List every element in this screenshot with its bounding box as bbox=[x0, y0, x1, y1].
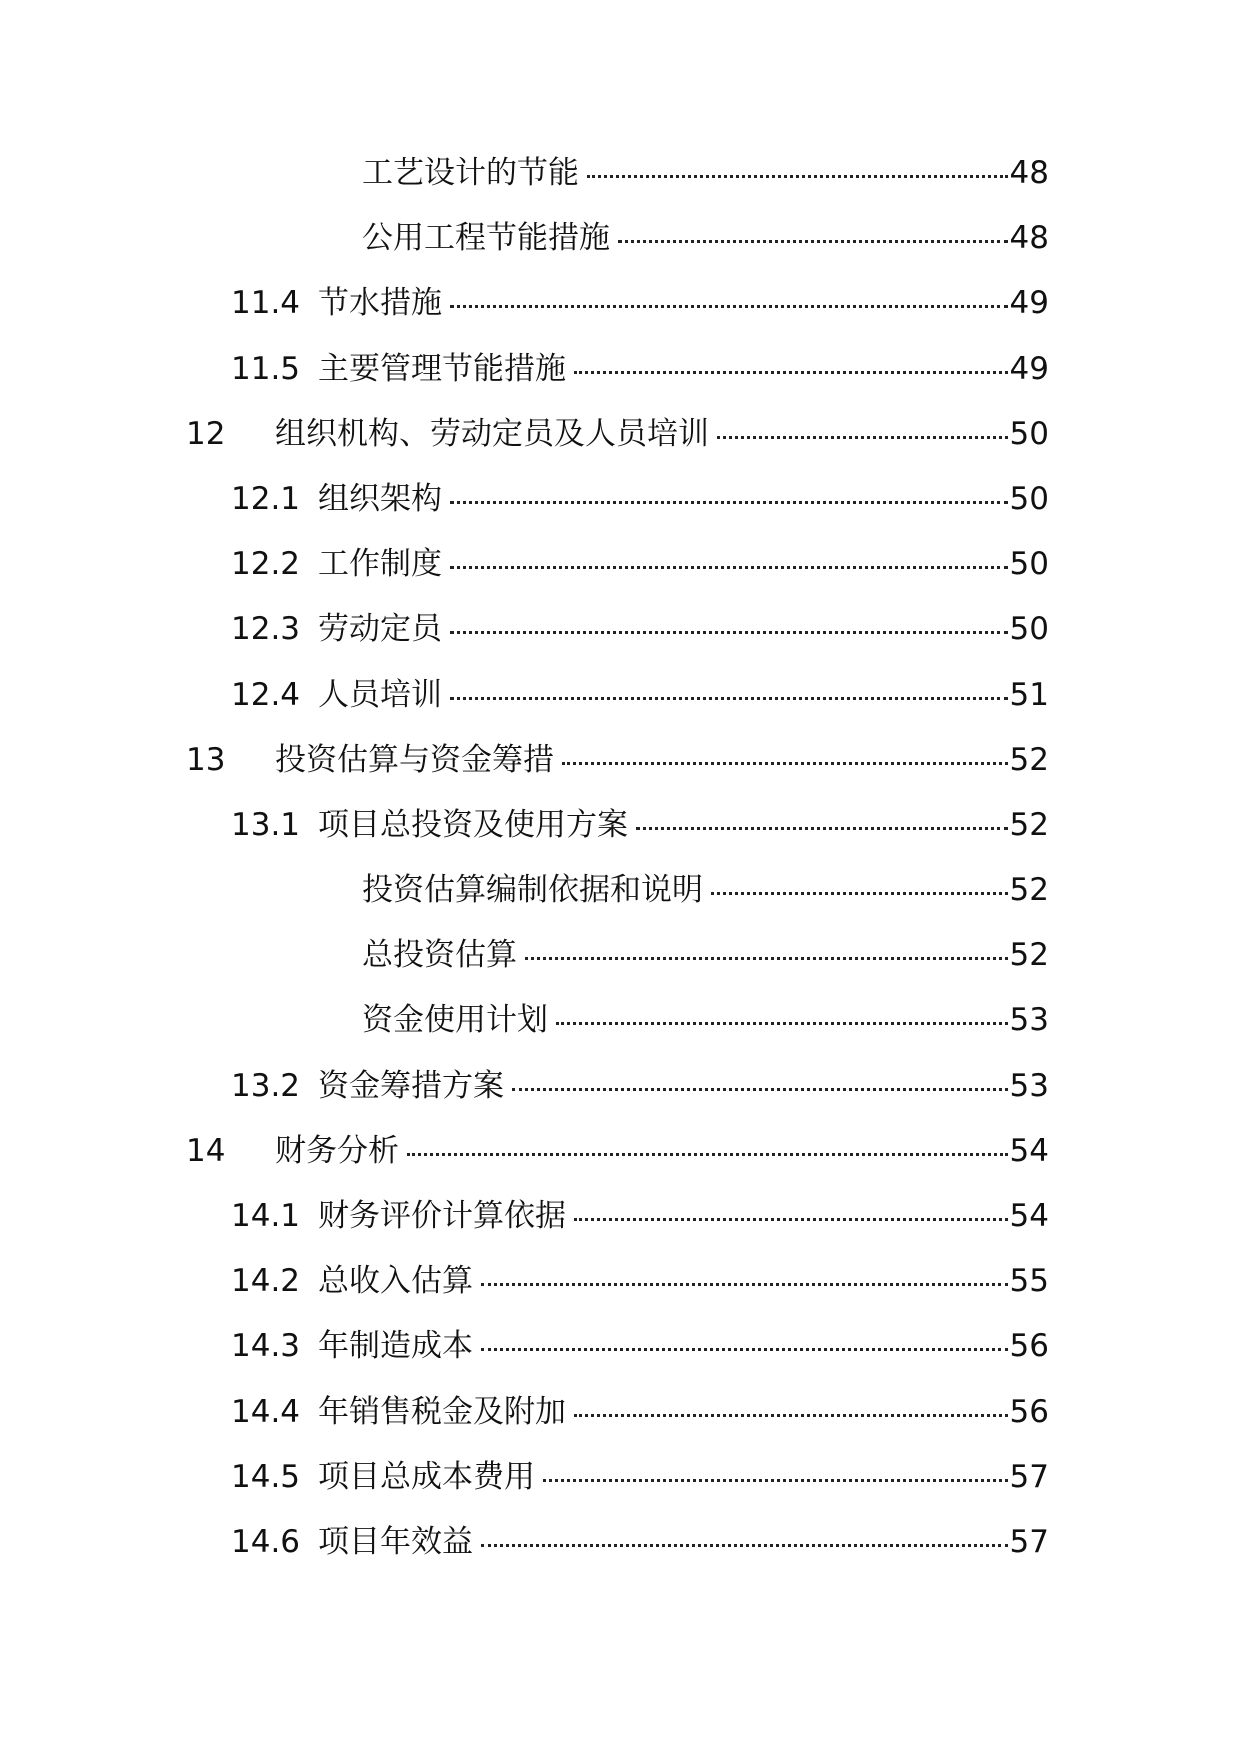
dot-leader bbox=[481, 1544, 1008, 1547]
toc-entry-number: 14.4 bbox=[231, 1393, 301, 1430]
toc-entry[interactable] bbox=[0, 479, 1241, 544]
toc-entry-title: 总投资估算 bbox=[362, 937, 517, 974]
toc-entry-title: 人员培训 bbox=[318, 676, 442, 713]
toc-entry-title: 工艺设计的节能 bbox=[362, 155, 579, 191]
toc-entry[interactable] bbox=[0, 740, 1241, 805]
dot-leader bbox=[574, 1218, 1008, 1221]
toc-entry-page-number: 53 bbox=[1009, 1002, 1049, 1039]
toc-entry-number: 13 bbox=[186, 741, 226, 778]
toc-entry-page-number: 50 bbox=[1009, 546, 1049, 583]
toc-entry-page-number: 53 bbox=[1009, 1067, 1049, 1104]
toc-entry-title: 总收入估算 bbox=[318, 1263, 473, 1300]
toc-entry-page-number: 49 bbox=[1009, 350, 1049, 387]
toc-entry-line bbox=[318, 349, 1049, 389]
table-of-contents bbox=[0, 153, 1241, 1587]
toc-entry[interactable] bbox=[0, 870, 1241, 935]
toc-entry[interactable] bbox=[0, 675, 1241, 740]
toc-entry[interactable] bbox=[0, 1261, 1241, 1326]
toc-entry-line bbox=[275, 1131, 1049, 1171]
dot-leader bbox=[481, 1348, 1008, 1351]
toc-entry-title: 组织架构 bbox=[318, 480, 442, 517]
toc-entry-page-number: 57 bbox=[1009, 1458, 1049, 1495]
toc-entry-line bbox=[362, 153, 1049, 193]
toc-entry-number: 11.4 bbox=[231, 285, 301, 322]
toc-entry-line bbox=[318, 805, 1049, 845]
toc-entry-page-number: 52 bbox=[1009, 937, 1049, 974]
toc-entry-line bbox=[318, 1522, 1049, 1562]
toc-entry-line bbox=[318, 1326, 1049, 1366]
toc-entry-number: 13.2 bbox=[231, 1067, 301, 1104]
toc-entry-page-number: 57 bbox=[1009, 1523, 1049, 1560]
toc-entry-number: 11.5 bbox=[231, 350, 301, 387]
toc-entry[interactable] bbox=[0, 805, 1241, 870]
toc-entry-number: 14.2 bbox=[231, 1263, 301, 1300]
dot-leader bbox=[717, 436, 1008, 439]
toc-entry-number: 12.3 bbox=[231, 611, 301, 648]
dot-leader bbox=[407, 1153, 1008, 1156]
toc-entry-number: 12.2 bbox=[231, 546, 301, 583]
toc-entry-page-number: 48 bbox=[1009, 155, 1049, 191]
dot-leader bbox=[556, 1022, 1008, 1025]
toc-entry-title: 项目年效益 bbox=[318, 1523, 473, 1560]
toc-entry-title: 资金筹措方案 bbox=[318, 1067, 504, 1104]
dot-leader bbox=[587, 175, 1008, 178]
toc-entry-line bbox=[362, 1000, 1049, 1040]
toc-entry-line bbox=[362, 870, 1049, 910]
toc-entry-number: 14.3 bbox=[231, 1328, 301, 1365]
toc-entry-number: 14.6 bbox=[231, 1523, 301, 1560]
toc-entry-line bbox=[318, 1196, 1049, 1236]
toc-entry-number: 14.1 bbox=[231, 1198, 301, 1234]
toc-entry-line bbox=[318, 544, 1049, 584]
dot-leader bbox=[574, 1414, 1008, 1417]
toc-entry-title: 节水措施 bbox=[318, 285, 442, 322]
toc-entry-title: 财务评价计算依据 bbox=[318, 1198, 566, 1234]
toc-entry-line bbox=[318, 1261, 1049, 1301]
dot-leader bbox=[450, 305, 1008, 308]
dot-leader bbox=[450, 631, 1008, 634]
toc-entry[interactable] bbox=[0, 1131, 1241, 1196]
dot-leader bbox=[450, 566, 1008, 569]
toc-entry[interactable] bbox=[0, 1196, 1241, 1261]
toc-entry[interactable] bbox=[0, 1000, 1241, 1065]
dot-leader bbox=[512, 1088, 1008, 1091]
toc-entry-page-number: 49 bbox=[1009, 285, 1049, 322]
toc-entry-line bbox=[318, 609, 1049, 649]
toc-entry[interactable] bbox=[0, 935, 1241, 1000]
toc-entry-page-number: 54 bbox=[1009, 1198, 1049, 1234]
toc-entry-title: 投资估算编制依据和说明 bbox=[362, 872, 703, 909]
toc-entry-page-number: 56 bbox=[1009, 1328, 1049, 1365]
toc-entry[interactable] bbox=[0, 153, 1241, 218]
dot-leader bbox=[543, 1479, 1008, 1482]
dot-leader bbox=[636, 827, 1008, 830]
toc-entry[interactable] bbox=[0, 1326, 1241, 1391]
toc-entry-number: 14 bbox=[186, 1132, 226, 1169]
toc-entry-line bbox=[362, 935, 1049, 975]
toc-entry[interactable] bbox=[0, 1522, 1241, 1587]
toc-entry-line bbox=[318, 675, 1049, 715]
toc-entry-title: 公用工程节能措施 bbox=[362, 220, 610, 257]
dot-leader bbox=[562, 762, 1008, 765]
toc-entry-line bbox=[318, 1066, 1049, 1106]
toc-entry-title: 工作制度 bbox=[318, 546, 442, 583]
toc-entry-title: 资金使用计划 bbox=[362, 1002, 548, 1039]
toc-entry-title: 项目总成本费用 bbox=[318, 1458, 535, 1495]
toc-entry-page-number: 50 bbox=[1009, 611, 1049, 648]
toc-entry-page-number: 55 bbox=[1009, 1263, 1049, 1300]
dot-leader bbox=[574, 371, 1008, 374]
dot-leader bbox=[711, 892, 1008, 895]
toc-entry[interactable] bbox=[0, 1066, 1241, 1131]
toc-entry-line bbox=[318, 1392, 1049, 1432]
toc-entry-page-number: 51 bbox=[1009, 676, 1049, 713]
toc-entry-number: 12.4 bbox=[231, 676, 301, 713]
toc-entry-title: 年销售税金及附加 bbox=[318, 1393, 566, 1430]
toc-entry-title: 劳动定员 bbox=[318, 611, 442, 648]
toc-entry[interactable] bbox=[0, 544, 1241, 609]
toc-entry-number: 14.5 bbox=[231, 1458, 301, 1495]
toc-entry-title: 投资估算与资金筹措 bbox=[275, 741, 554, 778]
toc-entry[interactable] bbox=[0, 1457, 1241, 1522]
toc-entry-line bbox=[318, 479, 1049, 519]
toc-entry-line bbox=[318, 1457, 1049, 1497]
toc-entry-number: 13.1 bbox=[231, 806, 301, 843]
toc-entry[interactable] bbox=[0, 349, 1241, 414]
toc-entry[interactable] bbox=[0, 218, 1241, 283]
toc-entry-title: 组织机构、劳动定员及人员培训 bbox=[275, 415, 709, 452]
toc-entry-page-number: 52 bbox=[1009, 872, 1049, 909]
toc-entry-number: 12.1 bbox=[231, 480, 301, 517]
toc-entry-line bbox=[318, 283, 1049, 323]
toc-entry-line bbox=[275, 414, 1049, 454]
toc-entry-line bbox=[275, 740, 1049, 780]
dot-leader bbox=[618, 240, 1008, 243]
toc-entry-page-number: 48 bbox=[1009, 220, 1049, 257]
toc-entry-page-number: 50 bbox=[1009, 480, 1049, 517]
toc-entry-page-number: 52 bbox=[1009, 741, 1049, 778]
toc-entry-page-number: 52 bbox=[1009, 806, 1049, 843]
dot-leader bbox=[450, 501, 1008, 504]
dot-leader bbox=[525, 957, 1008, 960]
toc-entry-line bbox=[362, 218, 1049, 258]
toc-entry-page-number: 56 bbox=[1009, 1393, 1049, 1430]
toc-entry-number: 12 bbox=[186, 415, 226, 452]
toc-entry[interactable] bbox=[0, 609, 1241, 674]
dot-leader bbox=[450, 697, 1008, 700]
toc-entry-title: 项目总投资及使用方案 bbox=[318, 806, 628, 843]
toc-entry[interactable] bbox=[0, 283, 1241, 348]
toc-entry-title: 年制造成本 bbox=[318, 1328, 473, 1365]
toc-entry-page-number: 54 bbox=[1009, 1132, 1049, 1169]
toc-entry[interactable] bbox=[0, 414, 1241, 479]
toc-entry-title: 主要管理节能措施 bbox=[318, 350, 566, 387]
dot-leader bbox=[481, 1283, 1008, 1286]
toc-entry[interactable] bbox=[0, 1392, 1241, 1457]
toc-entry-title: 财务分析 bbox=[275, 1132, 399, 1169]
toc-entry-page-number: 50 bbox=[1009, 415, 1049, 452]
